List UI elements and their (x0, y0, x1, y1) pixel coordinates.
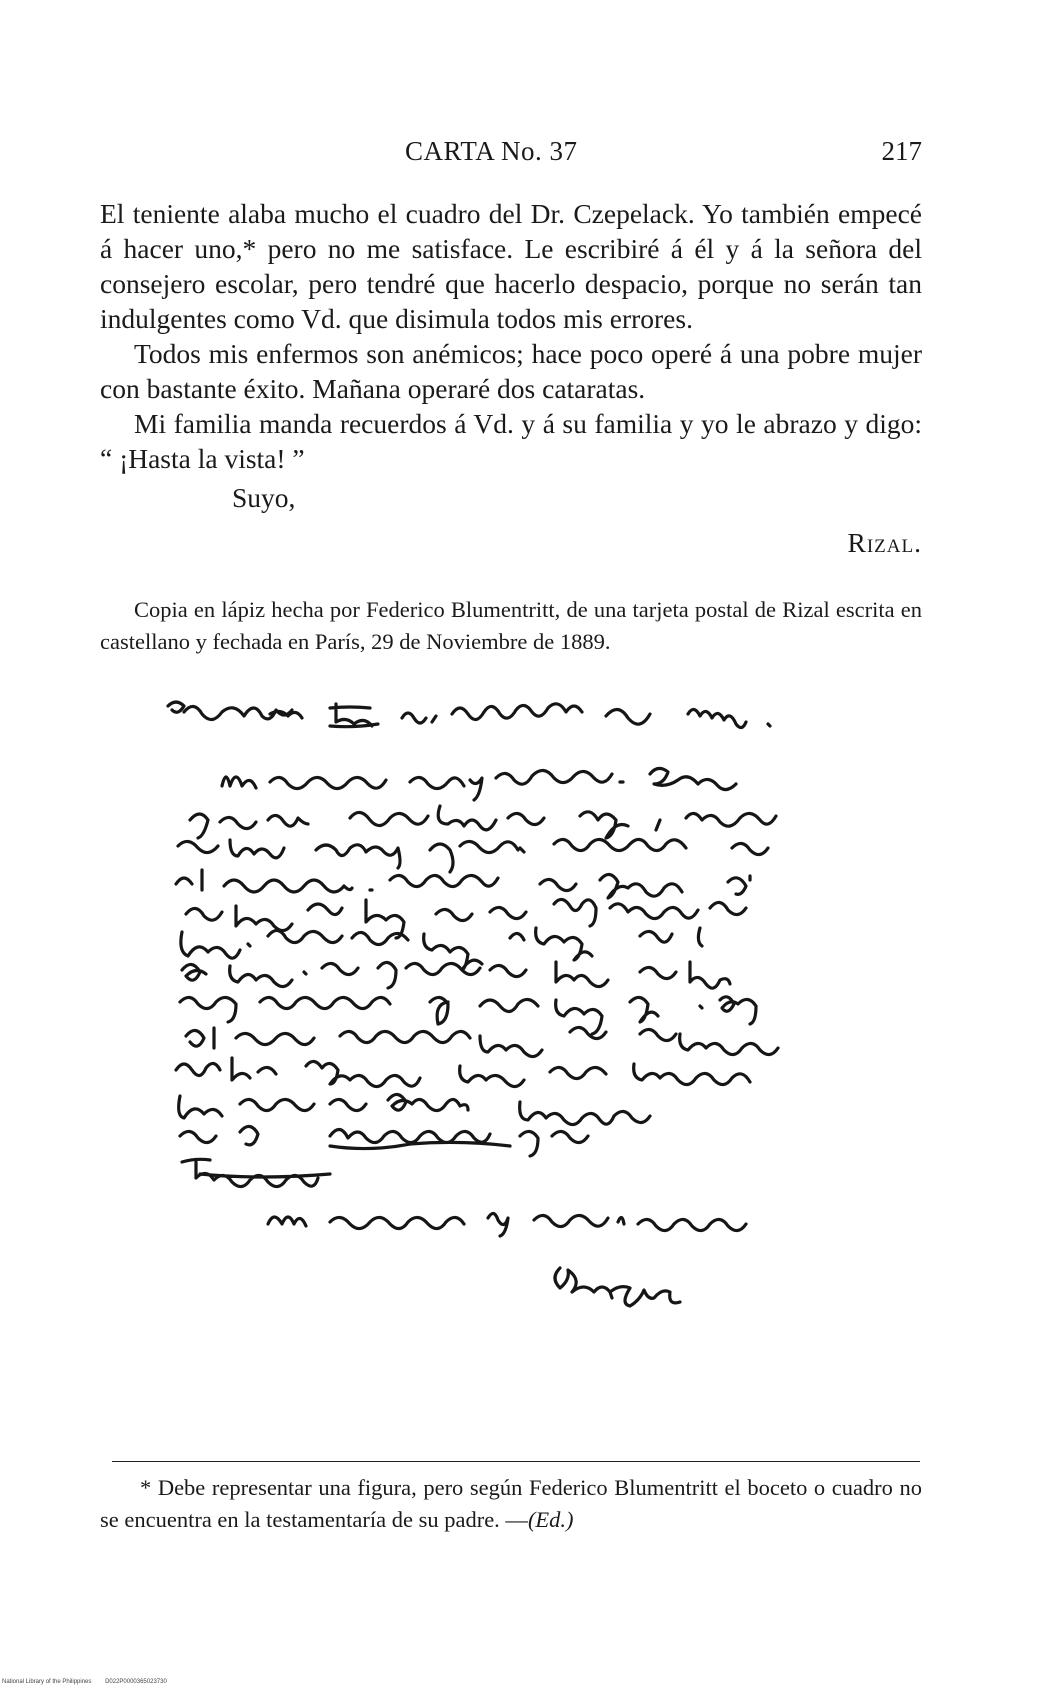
letter-paragraph: Todos mis enfermos son anémicos; hace poco operé á una pobre mujer con bastante éxito. Mañana operaré dos cataratas. (100, 338, 922, 404)
handwritten-line-stroke (182, 962, 730, 988)
handwritten-signature-stroke (555, 1268, 680, 1306)
handwritten-line-stroke (176, 870, 750, 898)
editor-mark: (Ed.) (527, 1507, 574, 1532)
library-code: D022P0000365023730 (105, 1679, 167, 1685)
handwritten-line-stroke (268, 1213, 746, 1236)
letter-paragraph: Mi familia manda recuerdos á Vd. y á su familia y yo le abrazo y digo: “ ¡Hasta la vista! ” (100, 408, 922, 474)
handwritten-line-stroke (176, 1058, 750, 1087)
handwritten-line-stroke (180, 1126, 588, 1156)
handwritten-line-stroke (190, 806, 776, 838)
letter-title: CARTA No. 37 (405, 136, 578, 166)
handwritten-line-stroke (182, 1159, 330, 1186)
letter-signature: Rizal. (847, 527, 922, 558)
handwritten-line-stroke (178, 839, 768, 872)
handwriting-drawing (140, 700, 900, 1460)
footnote (100, 1472, 922, 1536)
handwritten-line-stroke (181, 928, 702, 970)
footnote-paragraph (100, 1472, 922, 1536)
running-head (100, 136, 922, 176)
footnote-rule (112, 1461, 920, 1462)
letter-paragraph: El teniente alaba mucho el cuadro del Dr. Czepelack. Yo también empecé á hacer uno,* pero no me satisface. Le escribiré á él y á la señora del consejero escolar, pero tendré que hacerlo despacio, porque no serán tan indulgentes como Vd. que disimula todos mis errores. (100, 198, 922, 334)
handwritten-line-stroke (180, 997, 756, 1034)
footnote-text: * Debe representar una figura, pero según Federico Blumentritt el boceto o cuadro no se encuentra en la testamentaría de su padre. — (100, 1475, 922, 1532)
letter-body (100, 196, 922, 560)
handwritten-heading-stroke (168, 702, 770, 728)
handwritten-line-stroke (179, 1094, 650, 1124)
page-number: 217 (881, 136, 922, 166)
handwritten-postcard-copy (140, 700, 900, 1460)
library-stamp (2, 1679, 179, 1685)
handwritten-line-stroke (186, 1027, 778, 1056)
letter-closing: Suyo, (232, 482, 296, 513)
facsimile-caption (100, 594, 922, 658)
caption-text: Copia en lápiz hecha por Federico Blumentritt, de una tarjeta postal de Rizal escrita en castellano y fechada en París, 29 de Noviembre de 1889. (100, 597, 922, 654)
handwritten-line-stroke (222, 768, 736, 800)
library-institution: National Library of the Philippines (2, 1679, 92, 1685)
